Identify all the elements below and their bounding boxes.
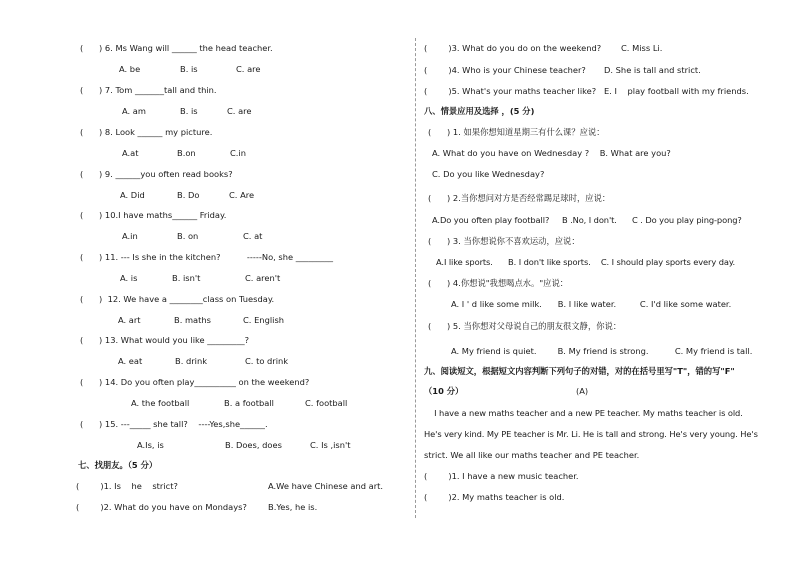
question-12: ( ) 12. We have a ________class on Tuesday. (80, 294, 275, 304)
question-14: ( ) 14. Do you often play__________ on the weekend? (80, 377, 310, 387)
question-8: ( ) 8. Look ______ my picture. (80, 127, 213, 137)
scenario-3-options: A.I like sports. B. I don't like sports. C. I should play sports every day. (436, 257, 736, 267)
question-10: ( ) 10.I have maths______ Friday. (80, 210, 227, 220)
option-a: A. eat (118, 356, 143, 366)
section-9-title: 九、阅读短文，根据短文内容判断下列句子的对错，对的在括号里写"T"，错的写"F" (424, 366, 735, 376)
scenario-2-options: A.Do you often play football? B .No, I don't. C . Do you play ping-pong? (432, 215, 742, 225)
option-c: C. Is ,isn't (310, 440, 351, 450)
option-c: C.in (230, 148, 246, 158)
scenario-3: ( ) 3. 当你想说你不喜欢运动，应说： (428, 236, 580, 246)
option-a: A.in (122, 231, 138, 241)
passage-line-2: He's very kind. My PE teacher is Mr. Li. He is tall and strong. He's very young. He's (424, 429, 758, 439)
question-9: ( ) 9. ______you often read books? (80, 169, 233, 179)
match-answer-b: B.Yes, he is. (268, 502, 318, 512)
question-15: ( ) 15. ---_____ she tall? ----Yes,she______. (80, 419, 268, 429)
option-a: A. Did (120, 190, 145, 200)
question-13: ( ) 13. What would you like _________? (80, 335, 250, 345)
option-b: B. a football (224, 398, 274, 408)
passage-label: (A) (576, 386, 589, 396)
option-b: B. maths (174, 315, 211, 325)
option-a: A.at (122, 148, 139, 158)
judgement-2: ( )2. My maths teacher is old. (424, 492, 565, 502)
option-b: B. Does, does (225, 440, 282, 450)
question-11: ( ) 11. --- Is she in the kitchen? -----No, she _________ (80, 252, 334, 262)
scenario-4-options: A. I ' d like some milk. B. I like water. C. I'd like some water. (451, 299, 732, 309)
match-question-5: ( )5. What's your maths teacher like? (424, 86, 597, 96)
option-a: A. be (119, 64, 141, 74)
option-b: B.on (177, 148, 196, 158)
passage-line-3: strict. We all like our maths teacher and PE teacher. (424, 450, 640, 460)
section-8-title: 八、情景应用及选择 ，(5 分) (424, 106, 535, 116)
scenario-1-options: A. What do you have on Wednesday ? B. What are you? (432, 148, 671, 158)
question-7: ( ) 7. Tom _______tall and thin. (80, 85, 217, 95)
match-answer-a: A.We have Chinese and art. (268, 481, 384, 491)
option-b: B. is (180, 106, 198, 116)
option-c: C. aren't (245, 273, 281, 283)
option-c: C. football (305, 398, 348, 408)
scenario-4: ( ) 4.你想说"我想喝点水。"应说： (428, 278, 569, 288)
option-c: C. English (243, 315, 285, 325)
option-a: A. is (120, 273, 138, 283)
option-c: C. are (236, 64, 261, 74)
match-question-4: ( )4. Who is your Chinese teacher? (424, 65, 586, 75)
option-b: B. on (177, 231, 199, 241)
passage-line-1: I have a new maths teacher and a new PE teacher. My maths teacher is old. (424, 408, 743, 418)
option-b: B. Do (177, 190, 200, 200)
match-answer-c: C. Miss Li. (621, 43, 663, 53)
option-c: C. at (243, 231, 263, 241)
match-question-1: ( )1. Is he strict? (76, 481, 178, 491)
option-a: A.Is, is (137, 440, 164, 450)
match-answer-d: D. She is tall and strict. (604, 65, 701, 75)
section-7-title: 七、找朋友。（5 分） (78, 460, 158, 470)
option-b: B. is (180, 64, 198, 74)
option-b: B. drink (175, 356, 208, 366)
scenario-5: ( ) 5. 当你想对父母说自己的朋友很文静，你说： (428, 321, 622, 331)
option-a: A. the football (131, 398, 190, 408)
judgement-1: ( )1. I have a new music teacher. (424, 471, 579, 481)
section-9-score: （10 分） (424, 386, 464, 396)
match-answer-e: E. I play football with my friends. (604, 86, 749, 96)
column-divider (415, 38, 416, 518)
option-c: C. Are (229, 190, 255, 200)
scenario-1: ( ) 1. 如果你想知道星期三有什么课？应说： (428, 127, 605, 137)
option-c: C. to drink (245, 356, 289, 366)
match-question-3: ( )3. What do you do on the weekend? (424, 43, 602, 53)
option-b: B. isn't (172, 273, 201, 283)
question-6: ( ) 6. Ms Wang will ______ the head teacher. (80, 43, 273, 53)
scenario-2: ( ) 2.当你想问对方是否经常踢足球时，应说： (428, 193, 611, 203)
option-a: A. art (118, 315, 141, 325)
scenario-5-options: A. My friend is quiet. B. My friend is strong. C. My friend is tall. (451, 346, 753, 356)
match-question-2: ( )2. What do you have on Mondays? (76, 502, 247, 512)
option-c: C. are (227, 106, 252, 116)
option-a: A. am (122, 106, 146, 116)
scenario-1-option-c: C. Do you like Wednesday? (432, 169, 545, 179)
